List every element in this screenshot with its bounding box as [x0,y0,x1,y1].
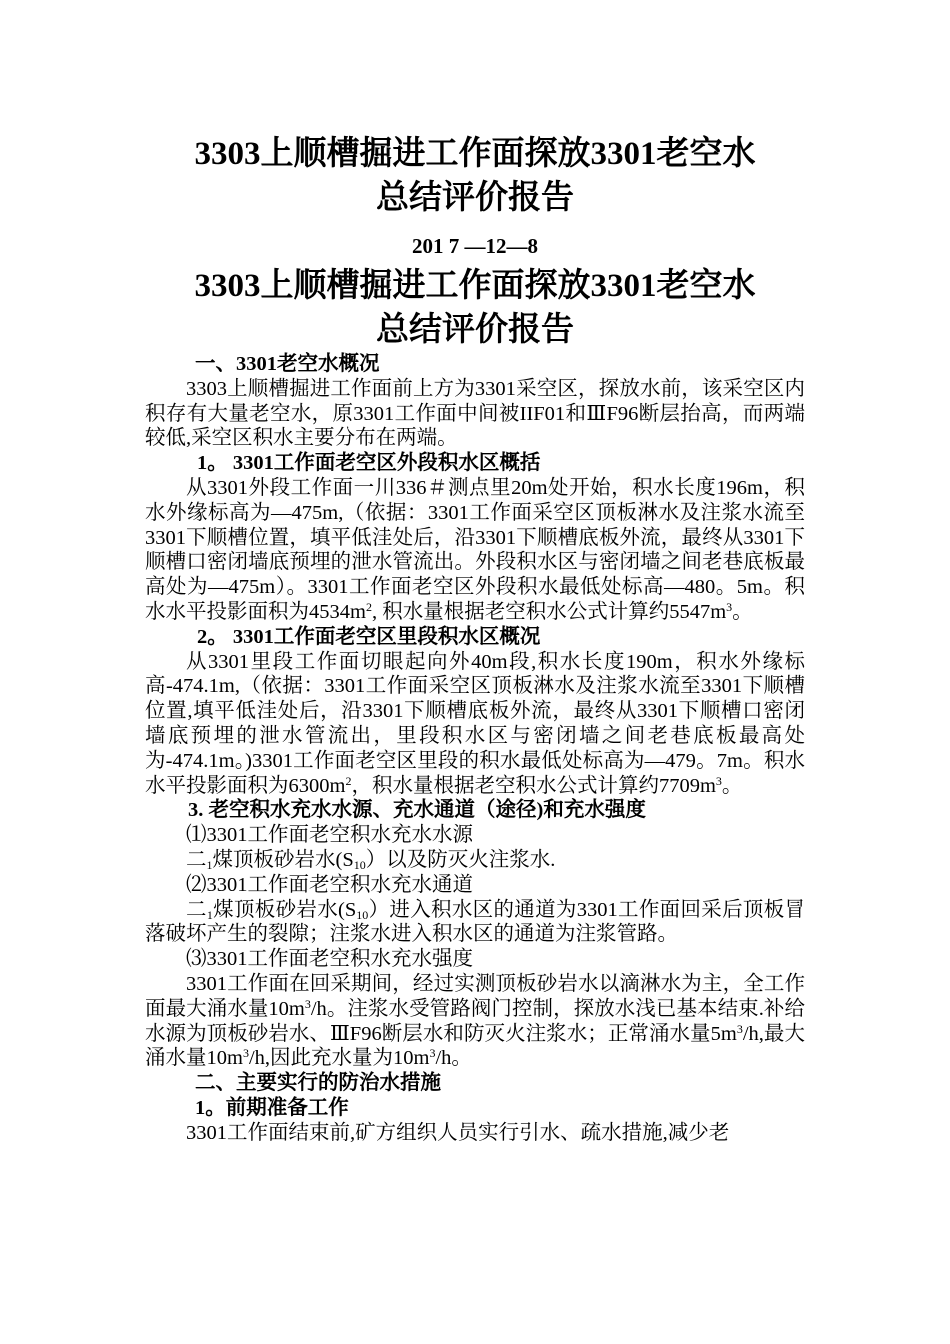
document-date: 201 7 —12—8 [412,234,538,258]
title-repeat-line-1: 3303上顺槽掘进工作面探放3301老空水 [194,268,756,304]
item-1-heading: ⑴3301工作面老空积水充水水源 [186,824,473,847]
item-2-text: 二$_1$煤顶板砂岩水$(S_{10})$进入积水区的通道为3301工作面回采后顶板冒落破坏产生的裂隙；注浆水进入积水区的通道为注浆管路。 [145,898,806,946]
subsection-1-2-paragraph: 从3301里段工作面切眼起向外40m段,积水长度190m，积水外缘标高-474.1m,（依据：3301工作面采空区顶板淋水及注浆水流至3301下顺槽位置,填平低洼处后，沿3301下顺槽底板外流，最终从3301下顺槽口密闭墙底预埋的泄水管流出，里段积水区与密闭墙之间老巷底板最高处为-474.1m。)3301工作面老空区里段的积水最低处标高为—479。7m。积水水平投影面积为$6300m^2$，积水量根据老空积水公式计算约$7709m^3$。 [145,650,805,797]
section-2-heading: 二、主要实行的防治水措施 [195,1072,441,1095]
subsection-1-3-heading: 3. 老空积水充水水源、充水通道（途径)和充水强度 [188,799,646,822]
document-body [145,352,805,1146]
title-line-1: 3303上顺槽掘进工作面探放3301老空水 [194,136,756,172]
section-1-heading: 一、3301老空水概况 [195,353,380,375]
item-3-heading: ⑶3301工作面老空积水充水强度 [186,948,473,971]
item-1-text: 二$_1$煤顶板砂岩水$(S_{10})$以及防灭火注浆水. [186,848,556,872]
subsection-2-1-heading: 1。前期准备工作 [195,1096,349,1119]
title-line-2: 总结评价报告 [376,180,574,216]
subsection-1-1-paragraph: 从3301外段工作面一川336＃测点里20m处开始，积水长度196m，积水外缘标高为—475m,（依据：3301工作面采空区顶板淋水及注浆水流至3301下顺槽位置，填平低洼处后，沿3301下顺槽底板外流，最终从3301下顺槽口密闭墙底预埋的泄水管流出。外段积水区与密闭墙之间老巷底板最高处为—475m）。3301工作面老空区外段积水最低处标高—480。5m。积水水平投影面积为$4534m^2$, 积水量根据老空积水公式计算约$5547m^3$。 [145,476,805,623]
item-2-heading: ⑵3301工作面老空积水充水通道 [186,873,473,896]
title-repeat-line-2: 总结评价报告 [376,312,574,348]
subsection-1-1-heading: 1。 3301工作面老空区外段积水区概括 [197,452,541,475]
document-title-repeat [145,264,805,352]
subsection-2-1-paragraph: 3301工作面结束前,矿方组织人员实行引水、疏水措施,减少老 [186,1121,730,1144]
document-title [145,132,805,220]
item-3-text: 3301工作面在回采期间，经过实测顶板砂岩水以滴淋水为主，全工作面最大涌水量$10m^3/h$。注浆水受管路阀门控制，探放水浅已基本结束.补给水源为顶板砂岩水、ⅢF96断层水和防灭火注浆水；正常涌水量$5m^3/h$,最大涌水量$10m^3/h$,因此充水量为$10m^3/h$。 [145,972,805,1070]
subsection-1-2-heading: 2。 3301工作面老空区里段积水区概况 [197,625,541,648]
section-1-paragraph: 3303上顺槽掘进工作面前上方为3301采空区，探放水前，该采空区内积存有大量老空水，原3301工作面中间被IIF01和ⅢF96断层抬高，而两端较低,采空区积水主要分布在两端。 [145,377,805,450]
